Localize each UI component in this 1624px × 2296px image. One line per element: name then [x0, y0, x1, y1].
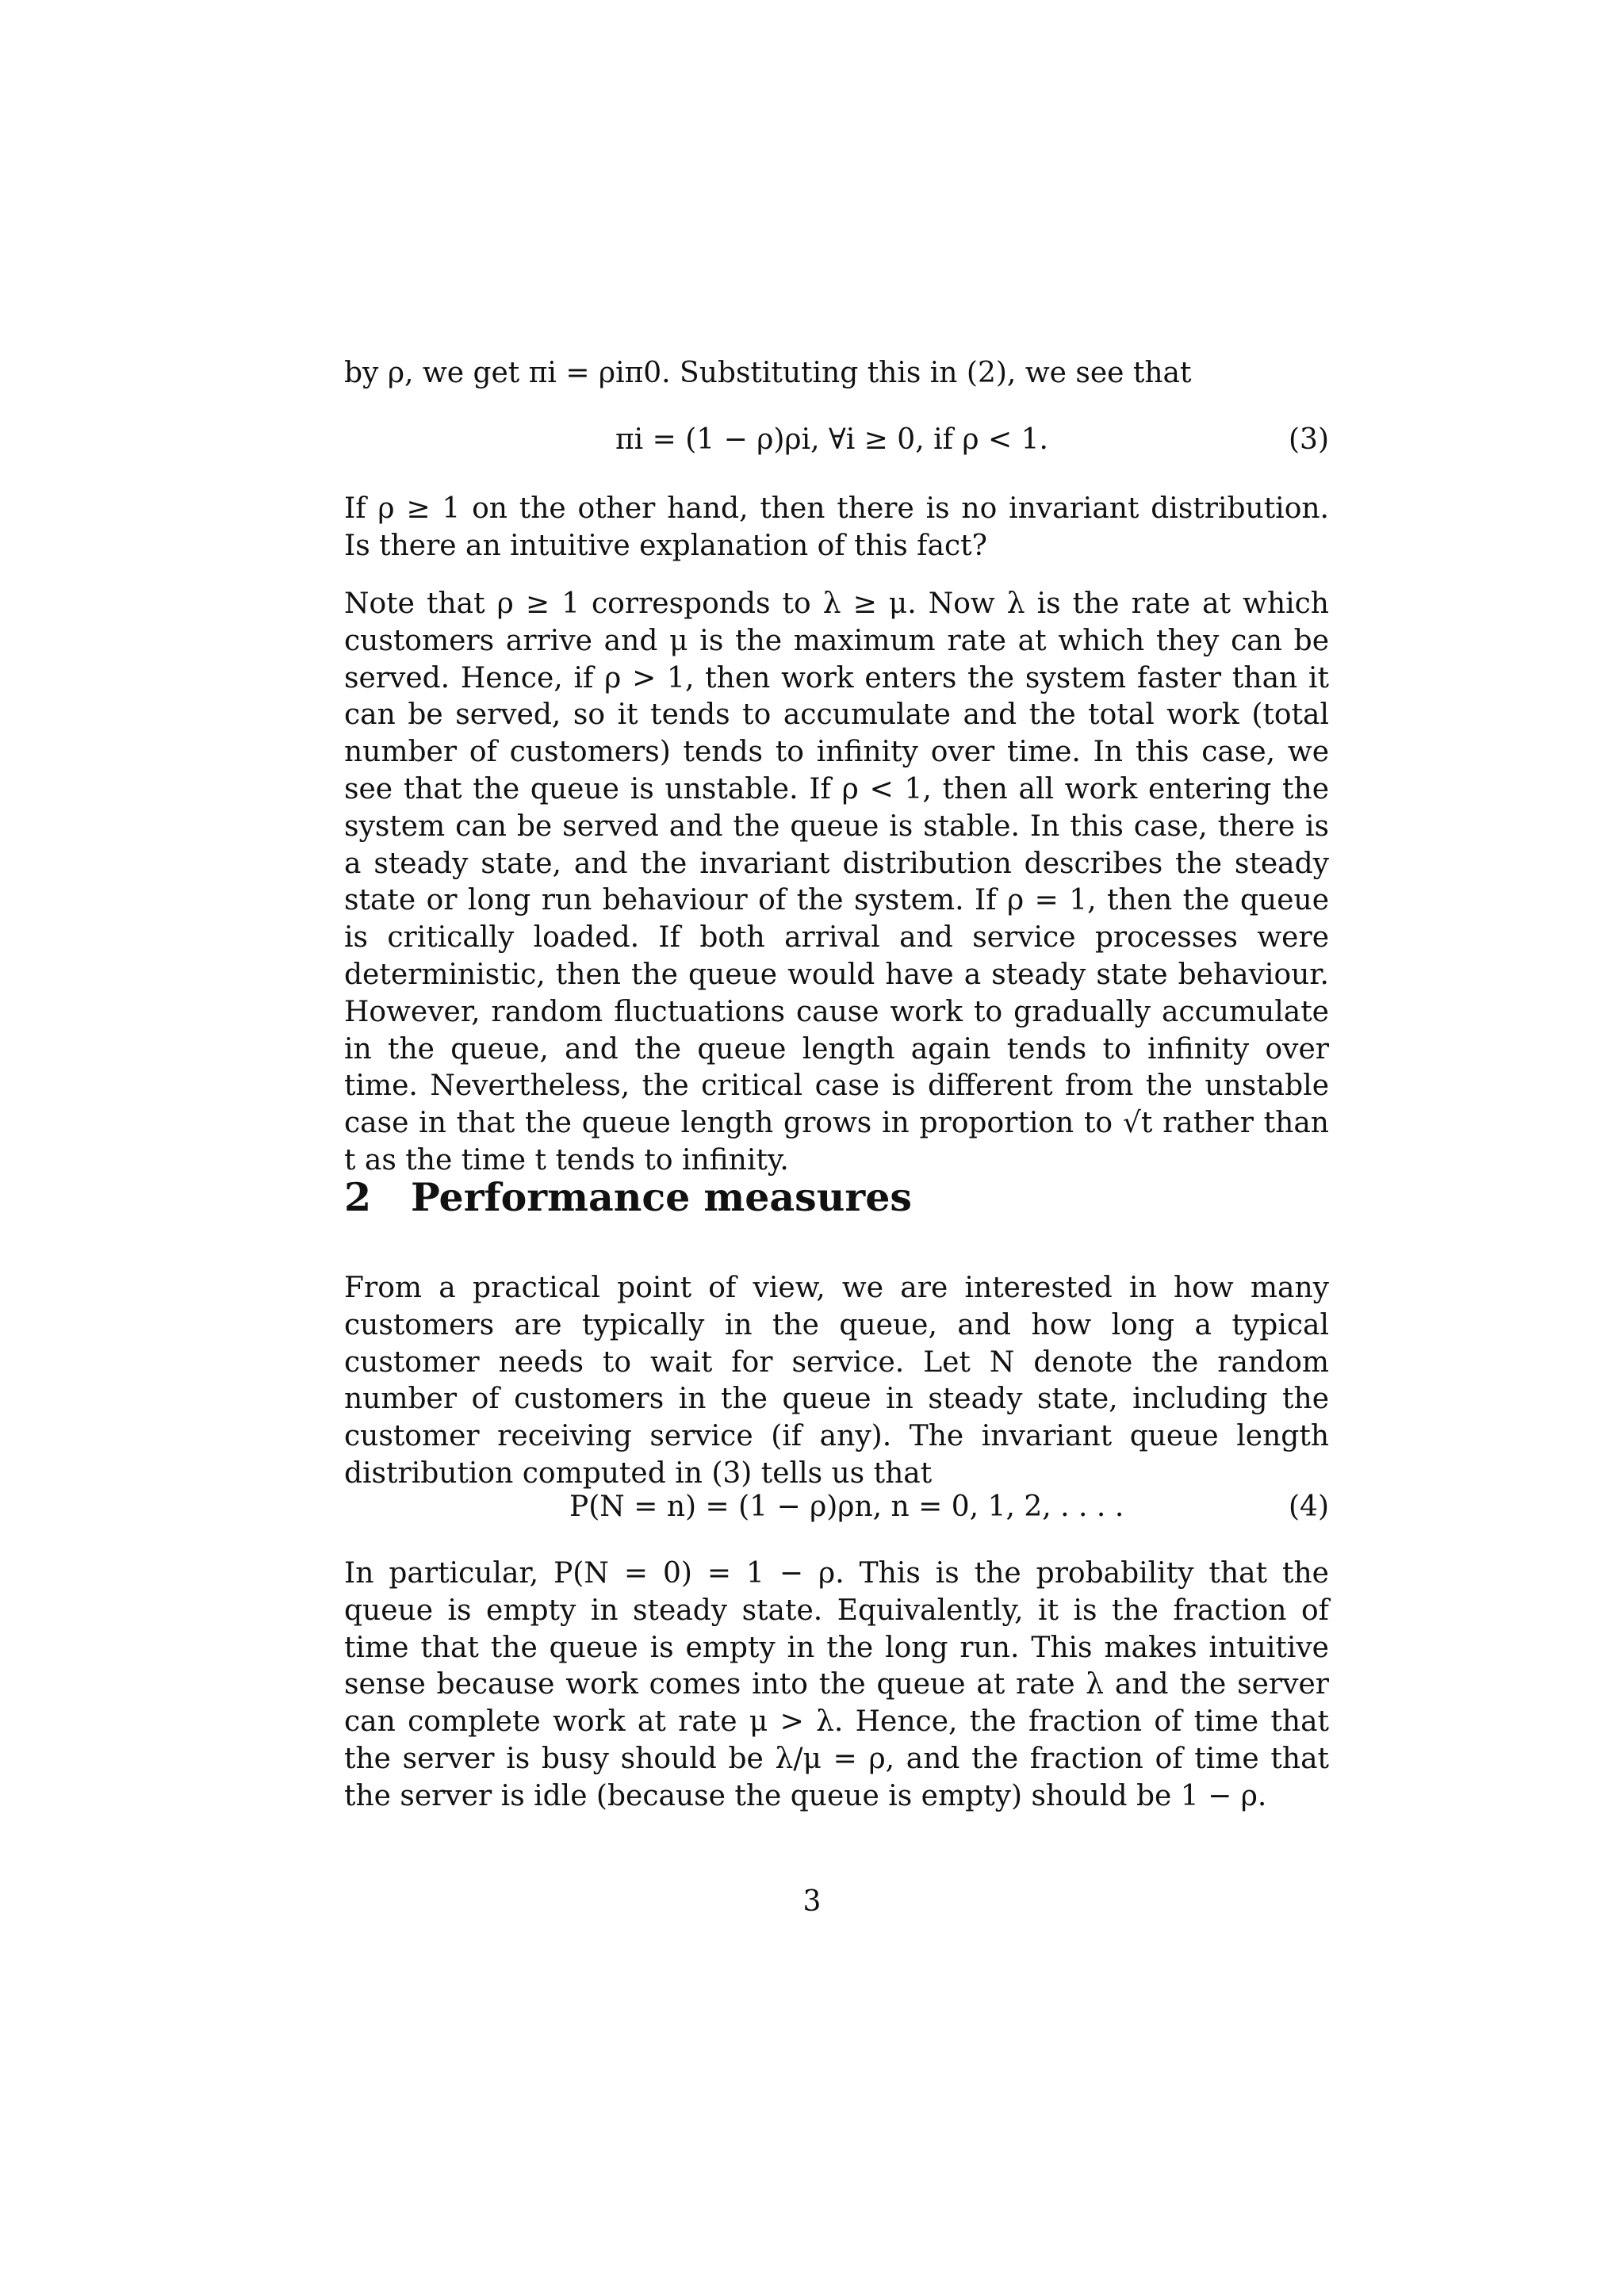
paragraph-performance-intro: From a practical point of view, we are interested in how many customers are typically in the queue, and how long a typical customer needs to wait for service. Let N denote the random number of customers in the queue in steady state, including the customer receiving service (if any). The invariant queue length distribution computed in (3) tells us that	[344, 1272, 1329, 1490]
equation-4	[344, 1487, 1329, 1527]
section-heading	[344, 1173, 912, 1221]
paragraph-no-invariant-distribution: If ρ ≥ 1 on the other hand, then there is no invariant distribution. Is there an intuitive explanation of this fact?	[344, 492, 1329, 562]
equation-3-number: (3)	[1289, 423, 1329, 456]
paragraph-stability-explanation: Note that ρ ≥ 1 corresponds to λ ≥ μ. Now λ is the rate at which customers arrive and μ is the maximum rate at which they can be served. Hence, if ρ > 1, then work enters the system faster than it can be served, so it tends to accumulate and the total work (total number of customers) tends to infinity over time. In this case, we see that the queue is unstable. If ρ < 1, then all work entering the system can be served and the queue is stable. In this case, there is a steady state, and the invariant distribution describes the steady state or long run behaviour of the system. If ρ = 1, then the queue is critically loaded. If both arrival and service processes were deterministic, then the queue would have a steady state behaviour. However, random fluctuations cause work to gradually accumulate in the queue, and the queue length again tends to infinity over time. Nevertheless, the critical case is different from the unstable case in that the queue length grows in proportion to √t rather than t as the time t tends to infinity.	[344, 587, 1329, 1177]
opening-line: by ρ, we get πi = ρiπ0. Substituting this in (2), we see that	[344, 357, 1192, 389]
equation-3-formula: πi = (1 − ρ)ρi, ∀i ≥ 0, if ρ < 1.	[615, 423, 1048, 456]
equation-3	[344, 420, 1329, 460]
equation-4-number: (4)	[1289, 1490, 1329, 1523]
section-title: Performance measures	[411, 1174, 912, 1220]
equation-4-formula: P(N = n) = (1 − ρ)ρn, n = 0, 1, 2, . . . .	[569, 1490, 1124, 1523]
section-number: 2	[344, 1174, 372, 1220]
page-number: 3	[802, 1885, 822, 1918]
paragraph-empty-queue-probability: In particular, P(N = 0) = 1 − ρ. This is the probability that the queue is empty in steady state. Equivalently, it is the fraction of time that the queue is empty in the long run. This makes intuitive sense because work comes into the queue at rate λ and the server can complete work at rate μ > λ. Hence, the fraction of time that the server is busy should be λ/μ = ρ, and the fraction of time that the server is idle (because the queue is empty) should be 1 − ρ.	[344, 1557, 1329, 1812]
